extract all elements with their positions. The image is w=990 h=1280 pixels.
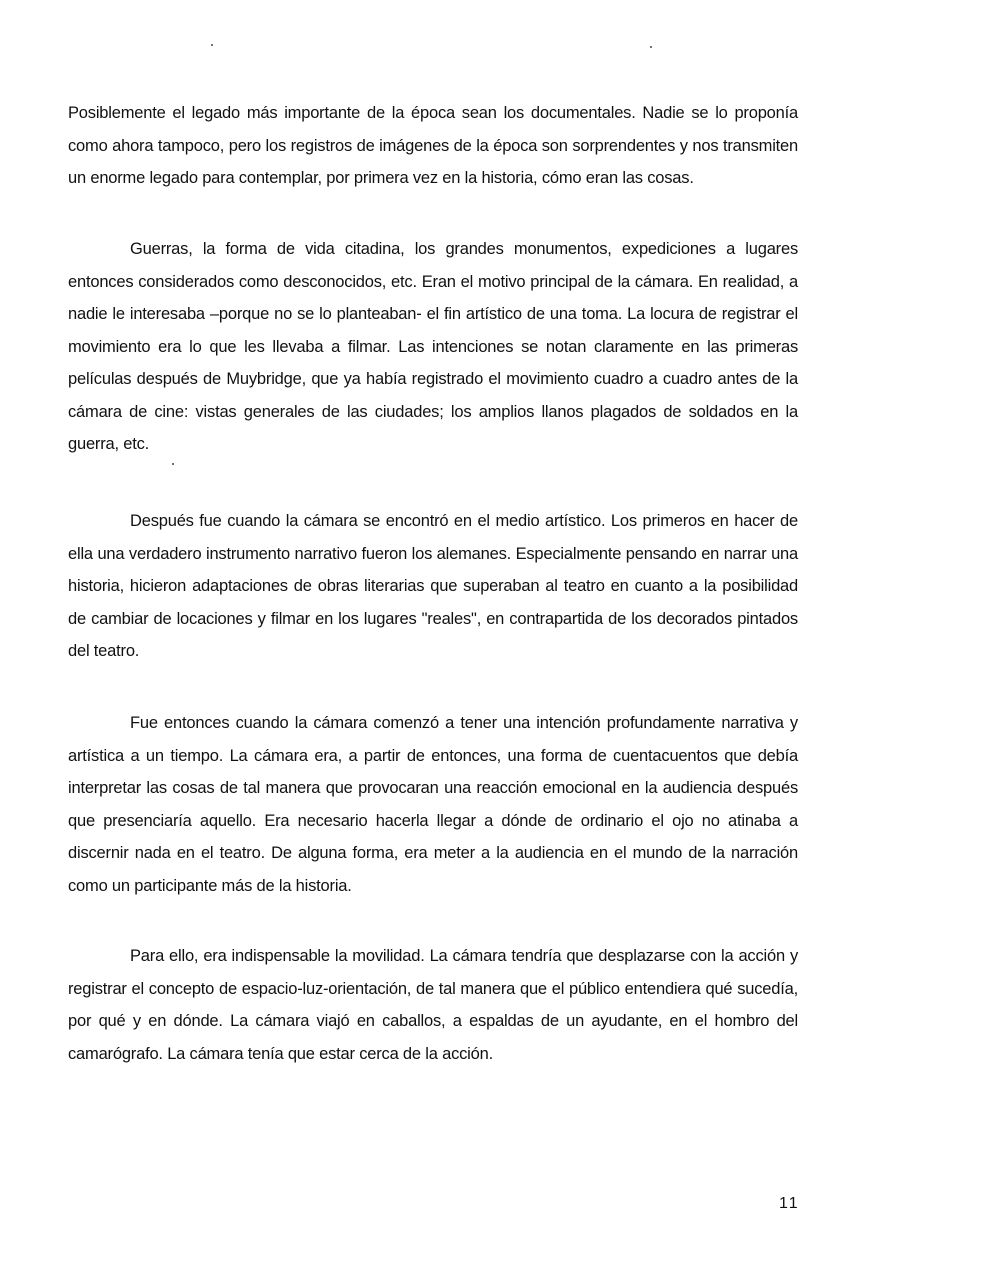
paragraph-3: Después fue cuando la cámara se encontró en el medio artístico. Los primeros en hacer de ella una verdadero instrumento narrativo fueron los alemanes. Especialmente pensando en narrar una historia, hicieron adaptaciones de obras literarias que superaban al teatro en cuanto a la posibilidad de cambiar de locaciones y filmar en los lugares "reales", en contrapartida de los decorados pintados del teatro. (68, 512, 798, 660)
paragraph-4: Fue entonces cuando la cámara comenzó a tener una intención profundamente narrativa y artística a un tiempo. La cámara era, a partir de entonces, una forma de cuentacuentos que debía interpretar las cosas de tal manera que provocaran una reacción emocional en la audiencia después que presenciaría aquello. Era necesario hacerla llegar a dónde de ordinario el ojo no atinaba a discernir nada en el teatro. De alguna forma, era meter a la audiencia en el mundo de la narración como un participante más de la historia. (68, 714, 798, 895)
scan-speck (211, 44, 213, 46)
paragraph-5: Para ello, era indispensable la movilidad. La cámara tendría que desplazarse con la acción y registrar el concepto de espacio-luz-orientación, de tal manera que el público entendiera qué sucedía, por qué y en dónde. La cámara viajó en caballos, a espaldas de un ayudante, en el hombro del camarógrafo. La cámara tenía que estar cerca de la acción. (68, 947, 798, 1063)
page-number: 11 (779, 1195, 800, 1212)
scan-speck (172, 463, 174, 465)
paragraph-1: Posiblemente el legado más importante de la época sean los documentales. Nadie se lo proponía como ahora tampoco, pero los registros de imágenes de la época son sorprendentes y nos transmiten un enorme legado para contemplar, por primera vez en la historia, cómo eran las cosas. (68, 104, 798, 187)
paragraph-2: Guerras, la forma de vida citadina, los grandes monumentos, expediciones a lugares entonces considerados como desconocidos, etc. Eran el motivo principal de la cámara. En realidad, a nadie le interesaba –porque no se lo planteaban- el fin artístico de una toma. La locura de registrar el movimiento era lo que les llevaba a filmar. Las intenciones se notan claramente en las primeras películas después de Muybridge, que ya había registrado el movimiento cuadro a cuadro antes de la cámara de cine: vistas generales de las ciudades; los amplios llanos plagados de soldados en la guerra, etc. (68, 240, 798, 453)
scan-speck (650, 46, 652, 48)
